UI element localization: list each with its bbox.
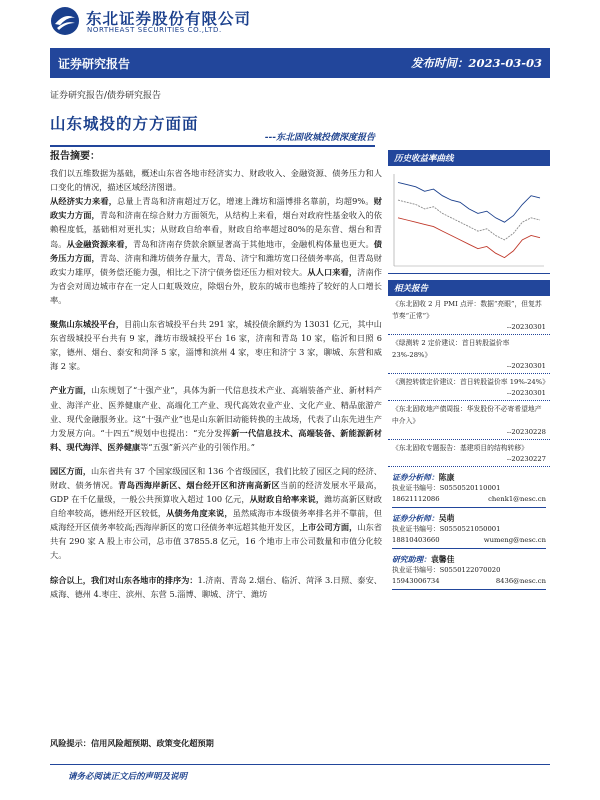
- related-report-date: --20230301: [388, 388, 550, 401]
- analyst-divider: [392, 589, 546, 590]
- summary-paragraph-4: [50, 464, 382, 563]
- report-banner: [50, 48, 550, 78]
- analyst-role: 证券分析师：吴萌: [392, 514, 455, 523]
- page-subtitle: ---东北固收城投债深度报告: [264, 133, 375, 143]
- park-lead: 园区方面，: [50, 465, 92, 476]
- company-emblem-icon: [50, 6, 80, 36]
- fiscal-lead: 财政实力方面，: [50, 196, 382, 221]
- park-bold: 青岛西海岸新区、烟台经开区和济南高新区: [118, 479, 281, 490]
- industry-lead: 产业方面，: [50, 385, 92, 396]
- summary-paragraph-1: [50, 166, 382, 307]
- debt-lead: 债务压力方面，: [50, 238, 382, 263]
- title-divider: [50, 145, 375, 147]
- analyst-role: 证券分析师：陈康: [392, 473, 455, 482]
- park-bold-2: 从财政自给率来说，: [249, 494, 325, 505]
- analyst-phone: 15943006734: [392, 577, 440, 585]
- footer-disclaimer: 请务必阅读正文后的声明及说明: [68, 772, 188, 782]
- analyst-name: 吴萌: [438, 514, 455, 523]
- yield-chart: [388, 166, 550, 274]
- yield-line-series-2: [398, 200, 540, 240]
- analyst-email[interactable]: chenk1@nesc.cn: [488, 495, 546, 503]
- economy-lead: 从经济实力来看，: [50, 196, 118, 207]
- company-logo: [50, 6, 450, 36]
- ranking-text: 1.济南、青岛 2.烟台、临沂、菏泽 3.日照、泰安、威海、德州 4.枣庄、滨州、东营 5.淄博、聊城、济宁、潍坊: [50, 574, 382, 599]
- related-report-title[interactable]: 《绿测转 2 定价建议：首日转股溢价率 23%-28%》: [392, 339, 510, 359]
- platform-text: 目前山东省城投平台共 291 家，城投债余额约为 13031 亿元，其中山东省级城投平台共有 9 家，潍坊市级城投平台 16 家，济南和青岛 10 家，临沂和日照 6 家，德州、烟台、泰安和菏泽 5 家，淄博和滨州 4 家，枣庄和济宁 3 家，聊城、东营和威海 2 家。: [50, 319, 382, 372]
- related-report-title[interactable]: 《东北固收地产债周报：华发股份不必寄希望地产中介入》: [392, 405, 542, 425]
- analyst-card: [388, 513, 550, 549]
- analyst-divider: [392, 548, 546, 549]
- analyst-divider: [392, 507, 546, 508]
- platform-lead: 聚焦山东城投平台，: [50, 319, 125, 330]
- analyst-contact: [392, 494, 546, 505]
- related-report-date: --20230228: [388, 427, 550, 440]
- analyst-name: 袁馨佳: [430, 555, 455, 564]
- analyst-cert: 执业证书编号：S0550122070020: [392, 566, 501, 574]
- company-name-en: NORTHEAST SECURITIES CO.,LTD.: [87, 26, 222, 34]
- industry-text: 山东规划了“十强产业”，具体为新一代信息技术产业、高端装备产业、新材料产业、海洋产业、医养健康产业、高端化工产业、现代高效农业产业、文化产业、精品旅游产业、现代金融服务业。这“十强产业”也是山东新旧动能转换的主战场，代表了山东先进生产力发展方向。“十四五”规划中也提出：“充分发挥: [50, 385, 382, 438]
- park-text-4: 虽然威海市本级债务率排名并不靠前，但威海经开区债务率较高;西海岸新区的宽口径债务率远超其他开发区，: [50, 508, 382, 533]
- summary-heading: 报告摘要：: [50, 151, 100, 162]
- analyst-card: [388, 472, 550, 508]
- footer-divider: [50, 764, 550, 765]
- industry-bold: 新一代信息技术、高端装备、新能源新材料、现代海洋、医养健康: [50, 427, 382, 452]
- analyst-role: 研究助理：袁馨佳: [392, 555, 455, 564]
- publish-date: 发布时间：2023-03-03: [410, 56, 542, 70]
- industry-tail: 等“五强”新兴产业的引领作用。”: [140, 441, 255, 452]
- finance-text: 青岛和济南存贷款余额显著高于其他地市，金融机构体量也更大。: [133, 238, 374, 249]
- analyst-card: [388, 554, 550, 590]
- summary-section: [50, 150, 382, 611]
- summary-intro: 我们以五维数据为基础，概述山东省各地市经济实力、财政收入、金融资源、债务压力和人口变化的情况，描述区域经济图谱。: [50, 168, 382, 193]
- summary-paragraph-5: [50, 573, 382, 601]
- analyst-cert: 执业证书编号：S0550520110001: [392, 484, 501, 492]
- yield-chart-svg: [388, 166, 550, 274]
- related-report-date: --20230227: [388, 454, 550, 467]
- breadcrumb: 证券研究报告/债券研究报告: [50, 91, 162, 101]
- summary-paragraph-2: [50, 317, 382, 373]
- ranking-lead: 综合以上，我们对山东各地市的排序为：: [50, 574, 198, 585]
- analyst-email[interactable]: 8436@nesc.cn: [495, 577, 546, 585]
- sidebar: [388, 150, 550, 590]
- analyst-list: [388, 472, 550, 590]
- listed-lead: 上市公司方面，: [299, 522, 358, 533]
- summary-paragraph-3: [50, 383, 382, 453]
- economy-text: 总量上青岛和济南超过万亿，增速上潍坊和淄博排名靠前，均超9%。: [117, 196, 374, 207]
- analyst-phone: 18621112086: [392, 495, 440, 503]
- related-heading: 相关报告: [388, 280, 550, 296]
- related-report-title[interactable]: 《东北固收 2 月 PMI 点评：数据“亮眼”，但复苏节奏“正常”》: [392, 300, 542, 320]
- yield-line-series-1: [398, 182, 540, 222]
- park-text-2: 当前的经济发展水平最高，GDP 在千亿量级，一般公共预算收入超过 100 亿元，: [50, 479, 382, 505]
- fiscal-text: 青岛和济南在综合财力方面领先，从结构上来看，烟台对政府性基金收入的依赖程度低，基础相对更扎实；从财政自给率看，财政自给率超过80%的是东营、烟台和青岛。: [50, 210, 382, 249]
- related-report-title[interactable]: 《测控转债定价建议：首日转股溢价率 19%-24%》: [392, 378, 550, 386]
- analyst-cert: 执业证书编号：S0550521050001: [392, 525, 501, 533]
- analyst-name: 陈康: [438, 473, 455, 482]
- related-report-title[interactable]: 《东北固收专题报告：基建项目的结构转移》: [392, 444, 528, 452]
- related-report-list: [388, 296, 550, 467]
- analyst-phone: 18810403660: [392, 536, 440, 544]
- company-name-cn: 东北证券股份有限公司: [86, 10, 252, 28]
- park-bold-3: 从债务角度来说，: [166, 508, 233, 519]
- listed-text: 山东省共有 290 家 A 股上市公司，总市值 37855.8 亿元，16 个地市上市公司数量和市值分化较大。: [50, 522, 382, 561]
- related-report-date: --20230301: [388, 322, 550, 335]
- yield-line-series-3: [398, 218, 540, 258]
- report-type: 证券研究报告: [58, 57, 131, 71]
- debt-text: 青岛、济南和潍坊债务存量大，青岛、济宁和潍坊宽口径债务率高，但青岛财政实力雄厚，债务偿还能力强，相比之下济宁债务偿还压力相对较大。: [50, 252, 382, 277]
- analyst-email[interactable]: wumeng@nesc.cn: [483, 536, 546, 544]
- park-text-3: 潍坊高新区财政自给率较高，德州经开区较低，: [50, 494, 382, 519]
- page-title: 山东城投的方方面面: [50, 114, 199, 133]
- chart-heading: 历史收益率曲线: [388, 150, 550, 166]
- analyst-contact: [392, 576, 546, 587]
- analyst-contact: [392, 535, 546, 546]
- finance-lead: 从金融资源来看，: [66, 238, 134, 249]
- park-text: 山东省共有 37 个国家级园区和 136 个省级园区，我们比较了园区之间的经济、财政、债务情况。: [50, 465, 382, 490]
- population-text: 济南作为省会对周边城市存在一定人口虹吸效应，除烟台外，胶东的城市也维持了较好的人口增长率。: [50, 266, 382, 305]
- related-report-date: --20230301: [388, 361, 550, 374]
- risk-notice: 风险提示：信用风险超预期、政策变化超预期: [50, 738, 214, 748]
- population-lead: 从人口来看，: [307, 266, 358, 277]
